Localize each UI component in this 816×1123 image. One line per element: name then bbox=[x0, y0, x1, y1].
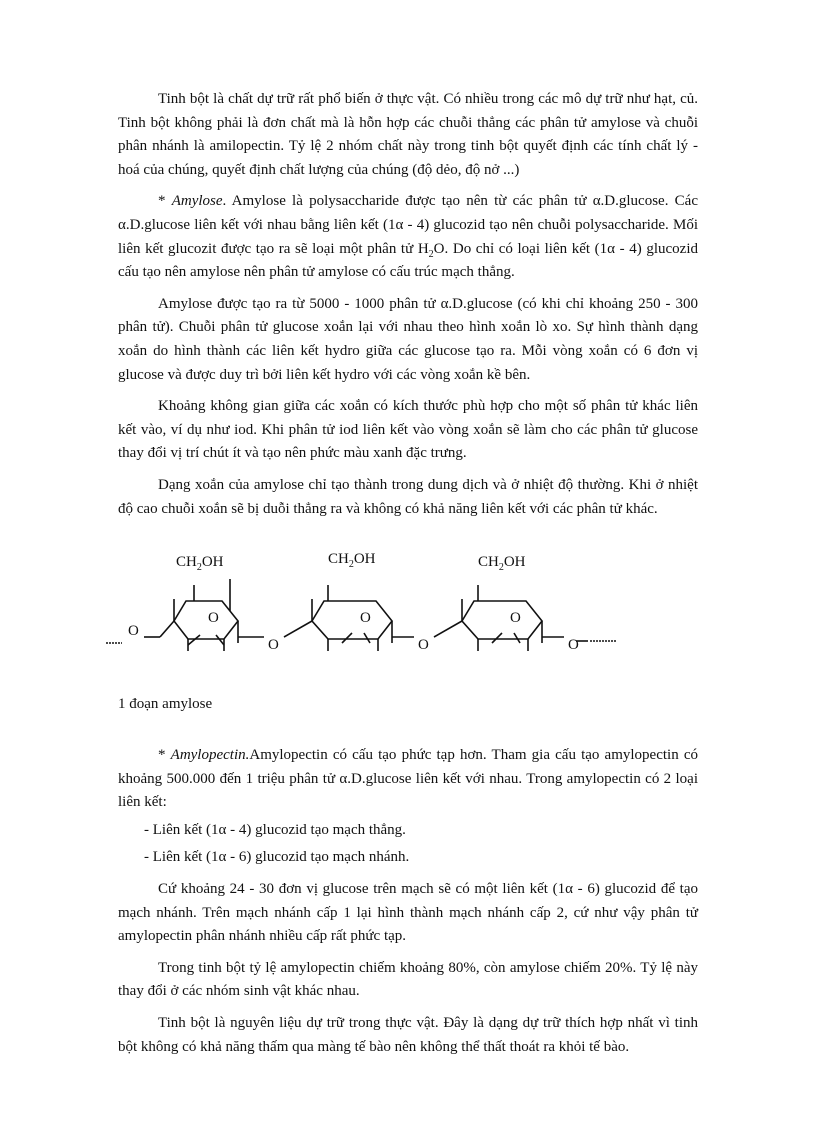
term-amylose: Amylose bbox=[171, 193, 223, 210]
link-oxygen-left: O bbox=[128, 623, 139, 640]
paragraph-iodine: Khoảng không gian giữa các xoắn có kích thước phù hợp cho một số phân tử khác liên kết vào, ví dụ như iod. Khi phân tử iod liên kết vào vòng xoắn sẽ làm cho các phân tử glucose thay đổi vị trí chút ít và tạo nên phức màu xanh đặc trưng. bbox=[118, 398, 698, 462]
amylopectin-text: Amylopectin có cấu tạo phức tạp hơn. Tham gia cấu tạo amylopectin có khoảng 500.000 đến 1 triệu phân tử α.D.glucose liên kết với nhau. Trong amylopectin có 2 loại liên kết: bbox=[118, 747, 699, 811]
paragraph-amylopectin bbox=[118, 744, 698, 815]
bullet-prefix: * bbox=[158, 747, 171, 764]
figure-caption: 1 đoạn amylose bbox=[118, 696, 213, 713]
term-amylopectin: Amylopectin. bbox=[170, 747, 250, 764]
group-label-2: $CH_2OH$ bbox=[328, 551, 376, 571]
glucose-ring-1 bbox=[174, 579, 264, 651]
glucose-ring-2 bbox=[284, 585, 414, 651]
amylose-structure-figure bbox=[118, 539, 698, 689]
paragraph-storage: Tinh bột là nguyên liệu dự trữ trong thực vật. Đây là dạng dự trữ thích hợp nhất vì tinh bột không có khả năng thấm qua màng tế bào nên không thể thất thoát ra khỏi tế bào. bbox=[118, 1015, 698, 1055]
ring-oxygen-1: O bbox=[208, 610, 219, 627]
list-item-linear-bond: - Liên kết (1α - 4) glucozid tạo mạch thẳng. bbox=[144, 821, 406, 838]
paragraph-intro: Tinh bột là chất dự trữ rất phổ biến ở thực vật. Có nhiều trong các mô dự trữ như hạt, củ. Tinh bột không phải là đơn chất mà là hỗn hợp các chuỗi thẳng các phân tử amylose và chuỗi phân nhánh là amilopectin. Tỷ lệ 2 nhóm chất này trong tinh bột quyết định các tính chất lý - hoá của chúng, quyết định chất lượng của chúng (độ dẻo, độ nở ...) bbox=[118, 91, 698, 178]
amylose-chain-diagram bbox=[106, 539, 706, 689]
document-page bbox=[118, 88, 698, 1059]
paragraph-amylose-definition bbox=[118, 190, 698, 284]
paragraph-ratio: Trong tinh bột tỷ lệ amylopectin chiếm khoảng 80%, còn amylose chiếm 20%. Tỷ lệ này thay đổi ở các nhóm sinh vật khác nhau. bbox=[118, 959, 698, 1000]
glucose-ring-3 bbox=[434, 585, 564, 651]
amylose-text-part2: O. Do chỉ có loại liên kết (1α - 4) glucozid cấu tạo nên amylose nên phân tử amylose có cấu trúc mạch thẳng. bbox=[118, 240, 698, 281]
bullet-prefix: * bbox=[158, 193, 172, 210]
paragraph-helix-temperature: Dạng xoắn của amylose chỉ tạo thành trong dung dịch và ở nhiệt độ thường. Khi ở nhiệt độ cao chuỗi xoắn sẽ bị duỗi thẳng ra và không có khả năng liên kết với các phân tử khác. bbox=[118, 476, 698, 517]
group-label-1: $CH_2OH$ bbox=[176, 554, 224, 574]
ring-oxygen-3: O bbox=[510, 610, 521, 627]
paragraph-amylose-helix: Amylose được tạo ra từ 5000 - 1000 phân tử α.D.glucose (có khi chỉ khoảng 250 - 300 phân tử). Chuỗi phân tử glucose xoắn lại với nhau theo hình xoắn lò xo. Sự hình thành dạng xoắn do hình thành các liên kết hydro giữa các glucose tạo ra. Mỗi vòng xoắn có 6 đơn vị glucose và được duy trì bởi liên kết hydro với các vòng xoắn kề bên. bbox=[118, 295, 698, 383]
paragraph-branching: Cứ khoảng 24 - 30 đơn vị glucose trên mạch sẽ có một liên kết (1α - 6) glucozid để tạo mạch nhánh. Trên mạch nhánh cấp 1 lại hình thành mạch nhánh cấp 2, cứ như vậy phân tử amylopectin phân nhánh nhiều cấp rất phức tạp. bbox=[118, 881, 698, 945]
link-oxygen-2: O bbox=[418, 637, 429, 654]
ring-oxygen-2: O bbox=[360, 610, 371, 627]
list-item-branch-bond: - Liên kết (1α - 6) glucozid tạo mạch nhánh. bbox=[144, 849, 410, 866]
group-label-3: $CH_2OH$ bbox=[478, 554, 526, 574]
link-oxygen-3: O bbox=[568, 637, 579, 654]
subscript-2: 2 bbox=[428, 248, 434, 260]
link-oxygen-1: O bbox=[268, 637, 279, 654]
amylose-text-part1: . Amylose là polysaccharide được tạo nên từ các phân tử α.D.glucose. Các α.D.glucose liên kết với nhau bằng liên kết (1α - 4) glucozid tạo nên chuỗi polysaccharide. Mối liên kết glucozit được tạo ra sẽ loại một phân tử H bbox=[118, 193, 698, 257]
